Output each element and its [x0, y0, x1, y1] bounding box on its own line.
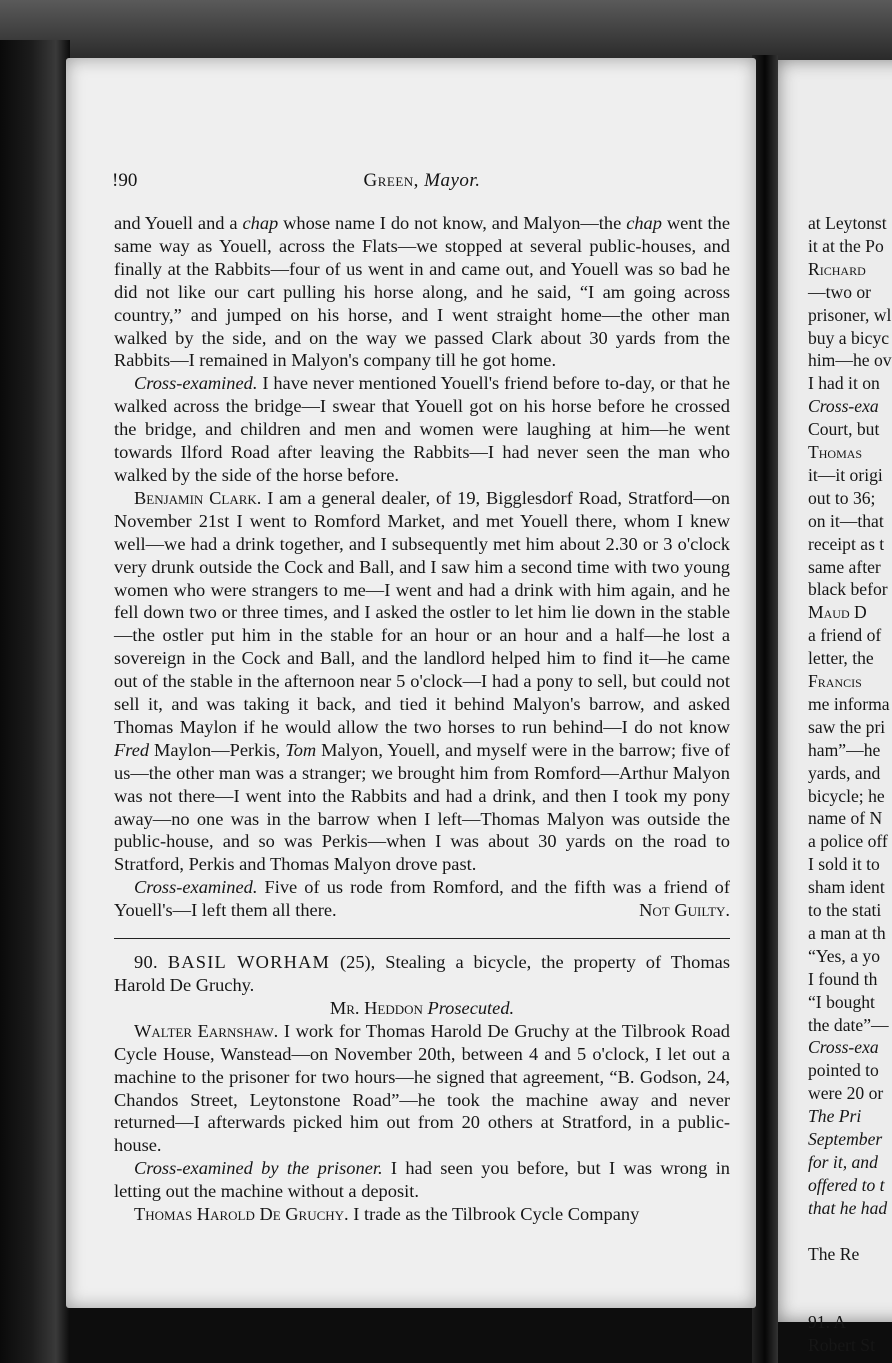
facing-page-line: I found th [808, 968, 878, 989]
paragraph: Walter Earnshaw. I work for Thomas Harold De Gruchy at the Tilbrook Road Cycle House, Wanstead—on November 20th, between 4 and 5 o'clock, I let out a machine to the prisoner for two hours—he signed that agreement, “B. Godson, 24, Chandos Street, Leytonstone Road”—he took the machine away and never returned—I afterwards picked him out from 20 others at Stratford, in a public-house. [114, 1020, 730, 1156]
facing-page-line: out to 36; [808, 487, 876, 508]
facing-page-line: me informa [808, 693, 890, 714]
facing-page-line: Robert St [808, 1335, 875, 1356]
facing-page-line: name of N [808, 808, 883, 829]
defendant-name: BASIL WORHAM [167, 952, 331, 973]
facing-page-line: 91. A [808, 1312, 847, 1333]
paragraph: and Youell and a chap whose name I do not know, and Malyon—the chap went the same way as Youell, across the Flats—we stopped at several public-houses, and finally at the Rabbits—four of us went in and came out, and Youell was so bad he did not like our cart pulling his horse along, and he said, “I am going across country,” and jumped on his horse, and I went straight home—the other man walked by the side, and on the way we passed Clark about 30 yards from the Rabbits—I remained in Malyon's company till he got home. [114, 213, 730, 371]
page-number: !90 [112, 170, 138, 191]
facing-page-line: Cross-exa [808, 396, 879, 417]
facing-page-line: for it, and [808, 1151, 878, 1172]
scan-top-border [0, 0, 892, 60]
running-title: Green, Mayor. [363, 170, 481, 191]
facing-page-line: at Leytonst [808, 213, 887, 233]
paragraph: Cross-examined by the prisoner. I had seen you before, but I was wrong in letting out the machine without a deposit. [114, 1158, 730, 1202]
facing-page-line: The Re [808, 1243, 860, 1264]
facing-page-line: saw the pri [808, 716, 886, 737]
facing-page-line: “Yes, a yo [808, 945, 881, 966]
facing-page-line: black befor [808, 579, 888, 600]
paragraph: Cross-examined. I have never mentioned Youell's friend before to-day, or that he walked across the bridge—I swear that Youell got on his horse before he crossed the bridge, and children and men and women were laughing at him—he went towards Ilford Road after leaving the Rabbits—I had never seen the man who walked by the side of the horse before. [114, 373, 730, 485]
facing-page-line: —two or [808, 281, 872, 302]
paragraph: Benjamin Clark. I am a general dealer, of 19, Bigglesdorf Road, Stratford—on November 21st I went to Romford Market, and met Youell there, whom I knew well—we had a drink together, and I subsequently met him about 2.30 or 3 o'clock very drunk outside the Cock and Ball, and I saw him a second time with two young women who were strangers to me—I went and had a drink with him again, and he fell down two or three times, and I asked the ostler to let him lie down in the stable—the ostler put him in the stable for an hour or an hour and a half—he lost a sovereign in the Cock and Ball, and the landlord helped him to find it—he came out of the stable in the afternoon near 5 o'clock—I had a pony to sell, but could not sell it, and was taking it back, and tied it behind Malyon's barrow, and asked Thomas Maylon if he would allow the two horses to run behind—I do not know Fred Maylon—Perkis, Tom Malyon, Youell, and myself were in the barrow; five of us—the other man was a stranger; we brought him from Romford—Arthur Malyon was not there—I went into the Rabbits and had a drink, and then I took my pony away—no one was in the barrow when I left—Thomas Malyon was outside the public-house, and so was Perkis—when I was about 30 yards on the road to Stratford, Perkis and Thomas Malyon drove past. [114, 487, 730, 875]
book-binding [0, 40, 70, 1363]
facing-page-line: it—it origi [808, 464, 883, 485]
facing-page-line: Cross-exa [808, 1037, 879, 1058]
facing-page-line: the date”— [808, 1014, 889, 1035]
facing-page-line: ham”—he [808, 739, 881, 760]
paragraph: Thomas Harold De Gruchy. I trade as the Tilbrook Cycle Company [134, 1204, 640, 1225]
section-divider [114, 938, 730, 939]
facing-page-line: The Pri [808, 1106, 862, 1127]
facing-page-line: Maud D [808, 602, 867, 623]
facing-page-line: him—he ov [808, 350, 892, 371]
case-heading: 90. BASIL WORHAM (25), Stealing a bicycle, the property of Thomas Harold De Gruchy. [114, 952, 730, 995]
facing-page-line: Francis [808, 671, 862, 691]
facing-page-line: I sold it to [808, 854, 880, 875]
facing-page-line: Richard [808, 258, 866, 279]
facing-page-line: to the stati [808, 900, 882, 920]
facing-page-line: same after [808, 556, 881, 577]
facing-page-line: prisoner, wl [808, 304, 892, 325]
facing-page-line: receipt as t [808, 533, 885, 554]
facing-page-line: yards, and [808, 762, 881, 783]
facing-page-line: September [808, 1129, 883, 1149]
facing-page-line: “I bought [808, 991, 875, 1012]
facing-page-line: sham ident [808, 877, 885, 898]
facing-page-line: Thomas [808, 442, 863, 462]
page-body [114, 212, 730, 1226]
facing-page-line: were 20 or [808, 1083, 884, 1104]
facing-page-line: bicycle; he [808, 785, 885, 806]
facing-page-line: that he had [808, 1197, 888, 1218]
paragraph: Cross-examined. Five of us rode from Romford, and the fifth was a friend of Youell's—I left them all there. Not Guilty. [114, 877, 730, 921]
facing-page-line: buy a bicyc [808, 327, 890, 348]
prosecution-line: Mr. Heddon Prosecuted. [329, 997, 515, 1018]
facing-page-line: a friend of [808, 625, 882, 646]
facing-page-line: pointed to [808, 1060, 879, 1081]
verdict: Not Guilty. [639, 900, 730, 921]
facing-page-line: offered to t [808, 1174, 885, 1195]
facing-page-line: Court, but [808, 419, 880, 440]
facing-page-line: a police off [808, 831, 888, 852]
facing-page-line: letter, the [808, 648, 874, 669]
facing-page-line: I had it on [808, 373, 880, 394]
facing-page-line: it at the Po [808, 235, 884, 256]
facing-page-line: on it—that [808, 510, 884, 531]
facing-page-line: a man at th [808, 922, 886, 943]
